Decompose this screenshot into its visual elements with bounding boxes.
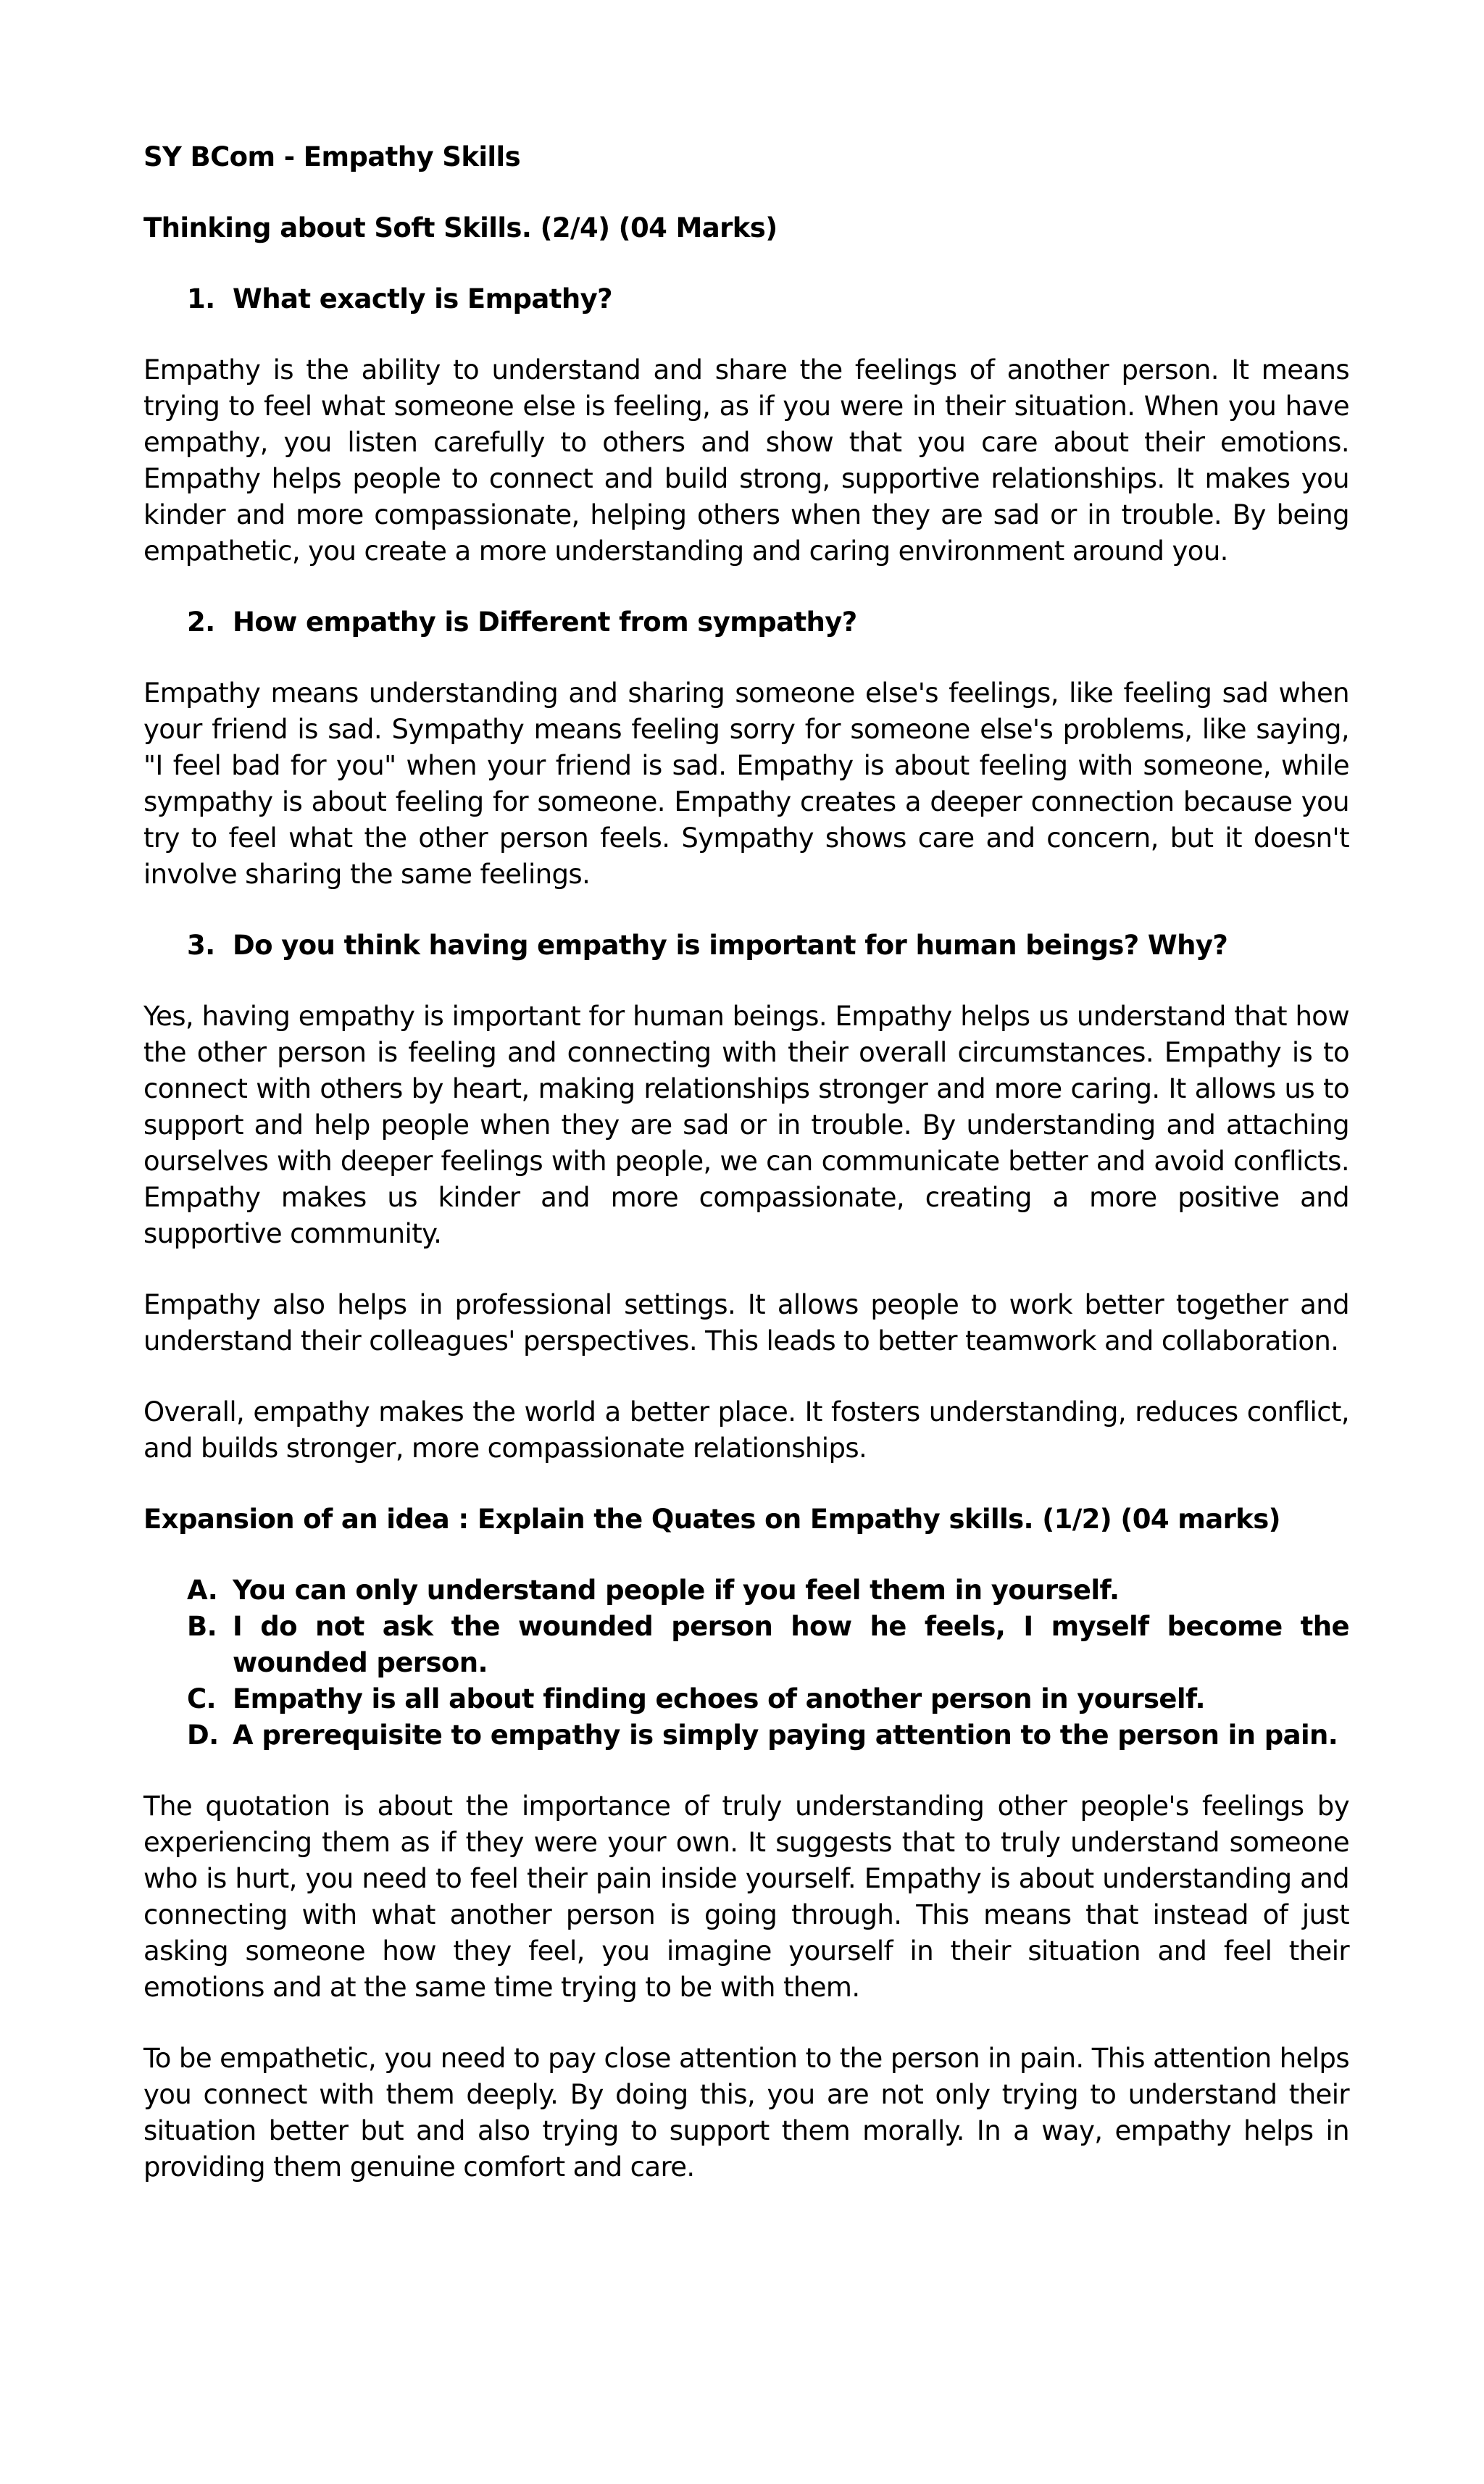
question-text: How empathy is Different from sympathy?	[233, 607, 857, 638]
question-1	[143, 281, 1349, 317]
answer-paragraph: Empathy means understanding and sharing someone else's feelings, like feeling sad when your friend is sad. Sympathy means feeling sorry for someone else's problems, like saying, "I feel bad for you" when your friend is sad. Empathy is about feeling with someone, while sympathy is about feeling for someone. Empathy creates a deeper connection because you try to feel what the other person feels. Sympathy shows care and concern, but it doesn't involve sharing the same feelings.	[143, 678, 1349, 890]
question-2	[143, 604, 1349, 641]
document-title: SY BCom - Empathy Skills	[143, 141, 521, 172]
answer-paragraph: Empathy is the ability to understand and share the feelings of another person. It means trying to feel what someone else is feeling, as if you were in their situation. When you have empathy, you listen carefully to others and show that you care about their emotions. Empathy helps people to connect and build strong, supportive relationships. It makes you kinder and more compassionate, helping others when they are sad or in trouble. By being empathetic, you create a more understanding and caring environment around you.	[143, 354, 1349, 567]
question-number: 2.	[187, 607, 215, 638]
question-text: Do you think having empathy is important for human beings? Why?	[233, 930, 1228, 961]
explanation-paragraph: The quotation is about the importance of truly understanding other people's feelings by experiencing them as if they were your own. It suggests that to truly understand someone who is hurt, you need to feel their pain inside yourself. Empathy is about understanding and connecting with what another person is going through. This means that instead of just asking someone how they feel, you imagine yourself in their situation and feel their emotions and at the same time trying to be with them.	[143, 1791, 1349, 2003]
quote-text: You can only understand people if you feel them in yourself.	[233, 1575, 1120, 1606]
question-text: What exactly is Empathy?	[233, 283, 612, 314]
section-heading-expansion: Expansion of an idea : Explain the Quates on Empathy skills. (1/2) (04 marks)	[143, 1504, 1280, 1535]
quote-list	[143, 1572, 1349, 1754]
quote-item	[143, 1572, 1349, 1609]
question-3	[143, 928, 1349, 964]
explanation-paragraph: To be empathetic, you need to pay close attention to the person in pain. This attention helps you connect with them deeply. By doing this, you are not only trying to understand their situation better but and also trying to support them morally. In a way, empathy helps in providing them genuine comfort and care.	[143, 2043, 1349, 2183]
document-page	[143, 139, 1349, 2220]
quote-text: A prerequisite to empathy is simply paying attention to the person in pain.	[233, 1720, 1338, 1751]
quote-text: Empathy is all about finding echoes of another person in yourself.	[233, 1683, 1205, 1714]
quote-letter: D.	[187, 1720, 219, 1751]
answer-paragraph: Overall, empathy makes the world a better place. It fosters understanding, reduces conflict, and builds stronger, more compassionate relationships.	[143, 1396, 1349, 1464]
question-number: 1.	[187, 283, 215, 314]
quote-item	[143, 1609, 1349, 1681]
quote-item	[143, 1681, 1349, 1717]
answer-paragraph: Yes, having empathy is important for human beings. Empathy helps us understand that how the other person is feeling and connecting with their overall circumstances. Empathy is to connect with others by heart, making relationships stronger and more caring. It allows us to support and help people when they are sad or in trouble. By understanding and attaching ourselves with deeper feelings with people, we can communicate better and avoid conflicts. Empathy makes us kinder and more compassionate, creating a more positive and supportive community.	[143, 1001, 1349, 1249]
quote-letter: C.	[187, 1683, 217, 1714]
section-heading-soft-skills: Thinking about Soft Skills. (2/4) (04 Marks)	[143, 212, 778, 243]
quote-item	[143, 1717, 1349, 1754]
answer-paragraph: Empathy also helps in professional settings. It allows people to work better together and understand their colleagues' perspectives. This leads to better teamwork and collaboration.	[143, 1289, 1349, 1356]
quote-letter: A.	[187, 1575, 218, 1606]
quote-letter: B.	[187, 1611, 217, 1642]
quote-text: I do not ask the wounded person how he feels, I myself become the wounded person.	[233, 1611, 1349, 1678]
question-number: 3.	[187, 930, 215, 961]
